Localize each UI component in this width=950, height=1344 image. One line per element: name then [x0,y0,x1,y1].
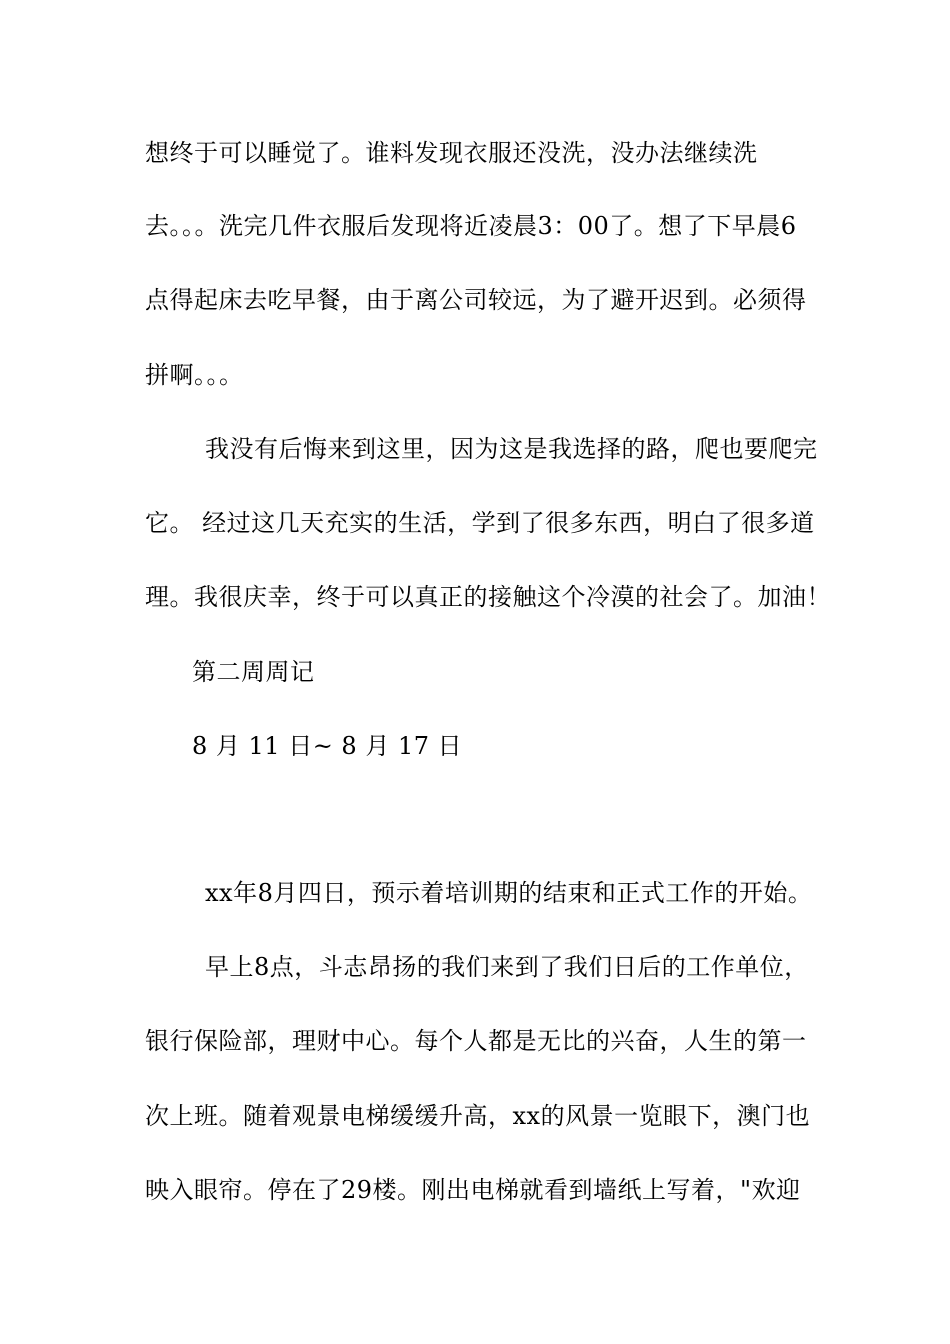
paragraph-line: 我没有后悔来到这里，因为这是我选择的路，爬也要爬完 [205,435,818,463]
paragraph-line: 理。我很庆幸，终于可以真正的接触这个冷漠的社会了。加油！ [145,583,831,611]
paragraph-line: xx年8月四日，预示着培训期的结束和正式工作的开始。 [205,879,813,907]
paragraph-line: 它。 经过这几天充实的生活，学到了很多东西，明白了很多道 [145,509,815,537]
date-range: 8 月 11 日~ 8 月 17 日 [192,732,463,760]
paragraph-line: 早上8点，斗志昂扬的我们来到了我们日后的工作单位， [205,953,809,981]
paragraph-line: 拼啊。。。 [145,361,244,389]
section-title: 第二周周记 [192,658,315,686]
paragraph-line: 次上班。随着观景电梯缓缓升高，xx的风景一览眼下，澳门也 [145,1102,811,1130]
paragraph-line: 去。。。洗完几件衣服后发现将近凌晨3：00了。想了下早晨6 [145,212,797,240]
paragraph-line: 银行保险部，理财中心。每个人都是无比的兴奋，人生的第一 [145,1027,807,1055]
paragraph-line: 映入眼帘。停在了29楼。刚出电梯就看到墙纸上写着，"欢迎 [145,1176,801,1204]
paragraph-line: 想终于可以睡觉了。谁料发现衣服还没洗，没办法继续洗 [145,139,758,167]
paragraph-line: 点得起床去吃早餐，由于离公司较远，为了避开迟到。必须得 [145,286,807,314]
